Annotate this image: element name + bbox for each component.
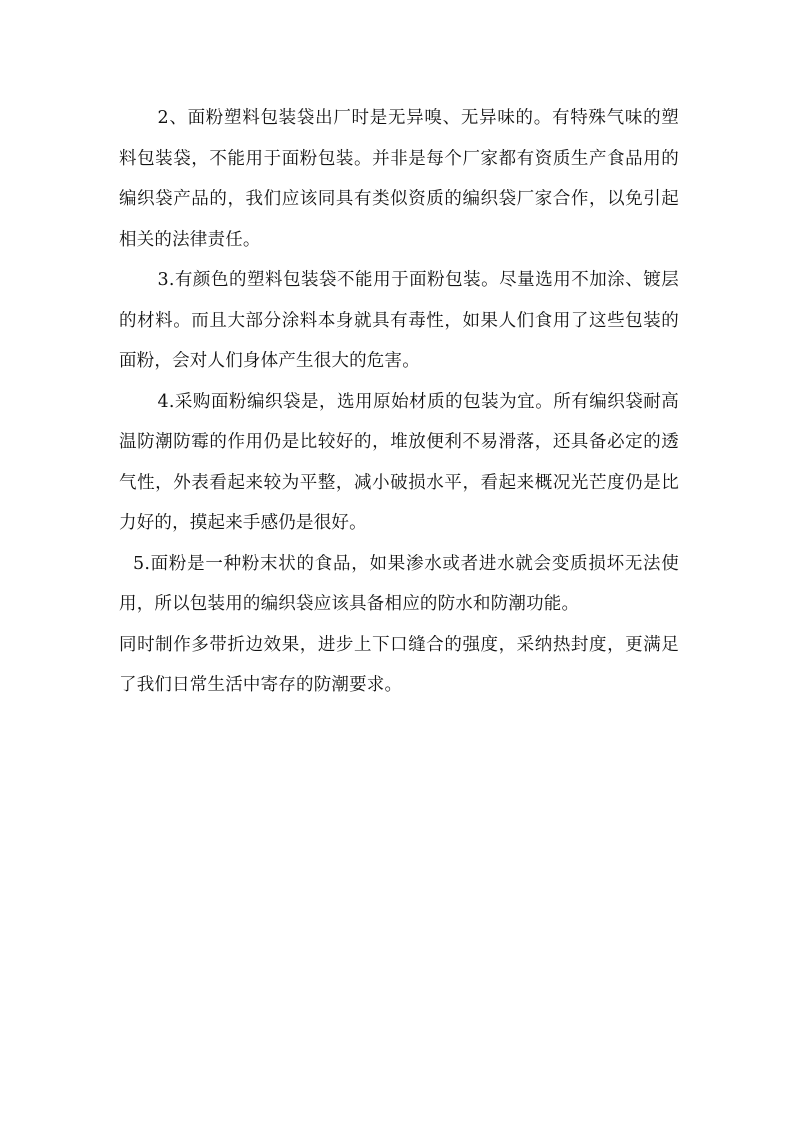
paragraph-6: 同时制作多带折边效果，进步上下口缝合的强度，采纳热封度，更满足了我们日常生活中寄存的防潮要求。	[119, 634, 679, 695]
paragraph-2: 2、面粉塑料包装袋出厂时是无异嗅、无异味的。有特殊气味的塑料包装袋，不能用于面粉包装。并非是每个厂家都有资质生产食品用的编织袋产品的，我们应该同具有类似资质的编织袋厂家合作，以免引起相关的法律责任。	[119, 108, 679, 250]
paragraph-4: 4.采购面粉编织袋是，选用原始材质的包装为宜。所有编织袋耐高温防潮防霉的作用仍是比较好的，堆放便利不易滑落，还具备必定的透气性，外表看起来较为平整，减小破损水平，看起来概况光芒度仍是比力好的，摸起来手感仍是很好。	[119, 391, 679, 533]
paragraph-3: 3.有颜色的塑料包装袋不能用于面粉包装。尽量选用不加涂、镀层的材料。而且大部分涂料本身就具有毒性，如果人们食用了这些包装的面粉，会对人们身体产生很大的危害。	[119, 270, 679, 371]
document-body	[119, 98, 679, 706]
paragraph-5: 5.面粉是一种粉末状的食品，如果渗水或者进水就会变质损坏无法使用，所以包装用的编织袋应该具备相应的防水和防潮功能。	[119, 553, 679, 614]
